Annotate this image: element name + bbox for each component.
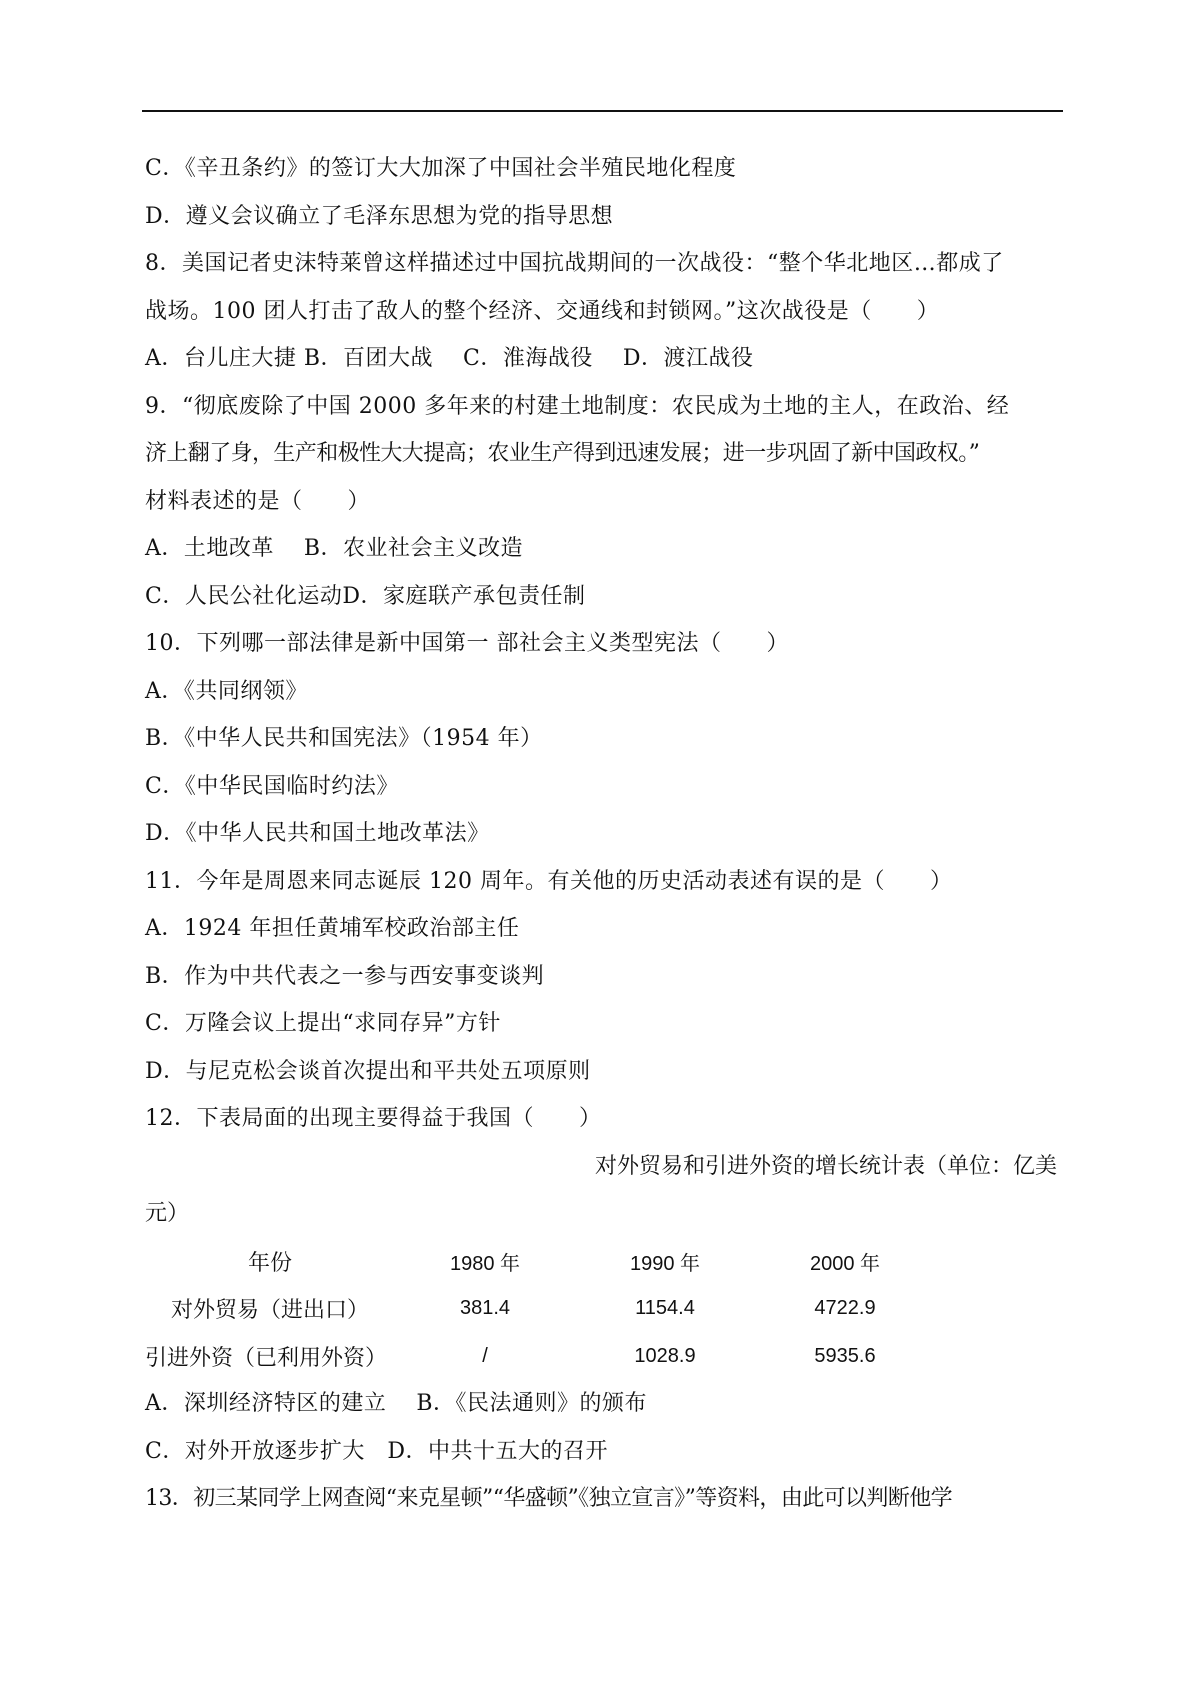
question-12-stem: 12．下表局面的出现主要得益于我国（ ） [145, 1106, 602, 1131]
question-11-option: B．作为中共代表之一参与西安事变谈判 [145, 963, 545, 989]
question-11-stem: 11．今年是周恩来同志诞辰 120 周年。有关他的历史活动表述有误的是（ ） [145, 868, 953, 894]
table-caption: 对外贸易和引进外资的增长统计表（单位：亿美 [594, 1153, 1057, 1179]
table-cell: 5935.6 [814, 1344, 876, 1367]
question-13-stem: 13．初三某同学上网查阅“来克星顿”“华盛顿”《独立宣言》”等资料，由此可以判断他学 [145, 1486, 953, 1511]
table-header-cell: 1980 年 [449, 1252, 521, 1275]
question-12-option: C．对外开放逐步扩大 D．中共十五大的召开 [145, 1438, 608, 1464]
question-10-option: D．《中华人民共和国土地改革法》 [145, 821, 490, 846]
question-10-option: A．《共同纲领》 [145, 678, 308, 704]
table-row [145, 1333, 935, 1381]
table-cell: 1154.4 [635, 1297, 695, 1320]
text-line: 战场。100 团人打击了敌人的整个经济、交通线和封锁网。”这次战役是（ ） [145, 298, 940, 324]
question-8-options: A．台儿庄大捷 B．百团大战 C．淮海战役 D．渡江战役 [145, 346, 754, 371]
statistics-table [145, 1238, 935, 1381]
table-row-label: 引进外资（已利用外资） [145, 1345, 388, 1371]
table-header-cell: 2000 年 [809, 1252, 881, 1275]
question-9-option: A．土地改革 B．农业社会主义改造 [145, 536, 524, 561]
question-9-option: C．人民公社化运动D．家庭联产承包责任制 [145, 583, 586, 609]
question-11-option: D．与尼克松会谈首次提出和平共处五项原则 [145, 1058, 591, 1084]
question-11-option: C．万隆会议上提出“求同存异”方针 [145, 1011, 501, 1036]
text-line: D．遵义会议确立了毛泽东思想为党的指导思想 [145, 203, 614, 229]
table-cell: 4722.9 [814, 1297, 876, 1320]
text-line: 材料表述的是（ ） [145, 488, 371, 514]
table-header-cell: 1990 年 [629, 1252, 701, 1275]
question-11-option: A．1924 年担任黄埔军校政治部主任 [145, 916, 520, 941]
header-rule [142, 110, 1063, 112]
question-10-stem: 10．下列哪一部法律是新中国第一 部社会主义类型宪法（ ） [145, 631, 789, 656]
table-cell: 1028.9 [634, 1344, 696, 1367]
table-header-row [145, 1238, 935, 1286]
document-body [145, 145, 1063, 1523]
table-cell: / [482, 1344, 488, 1367]
text-line: 济上翻了身，生产和极性大大提高；农业生产得到迅速发展；进一步巩固了新中国政权。” [145, 441, 980, 466]
question-10-option: B．《中华人民共和国宪法》（1954 年） [145, 726, 543, 751]
question-9-stem: 9．“彻底废除了中国 2000 多年来的村建土地制度：农民成为土地的主人，在政治、经 [145, 393, 1010, 419]
question-10-option: C．《中华民国临时约法》 [145, 773, 399, 799]
table-header-cell: 年份 [247, 1250, 292, 1276]
table-row [145, 1285, 935, 1333]
question-8-stem: 8．美国记者史沫特莱曾这样描述过中国抗战期间的一次战役：“整个华北地区…都成了 [145, 251, 1004, 276]
table-caption-tail: 元） [145, 1201, 190, 1226]
text-line: C．《辛丑条约》的签订大大加深了中国社会半殖民地化程度 [145, 156, 737, 181]
question-12-option: A．深圳经济特区的建立 B．《民法通则》的颁布 [145, 1391, 648, 1416]
table-cell: 381.4 [459, 1297, 511, 1320]
table-row-label: 对外贸易（进出口） [170, 1298, 369, 1324]
